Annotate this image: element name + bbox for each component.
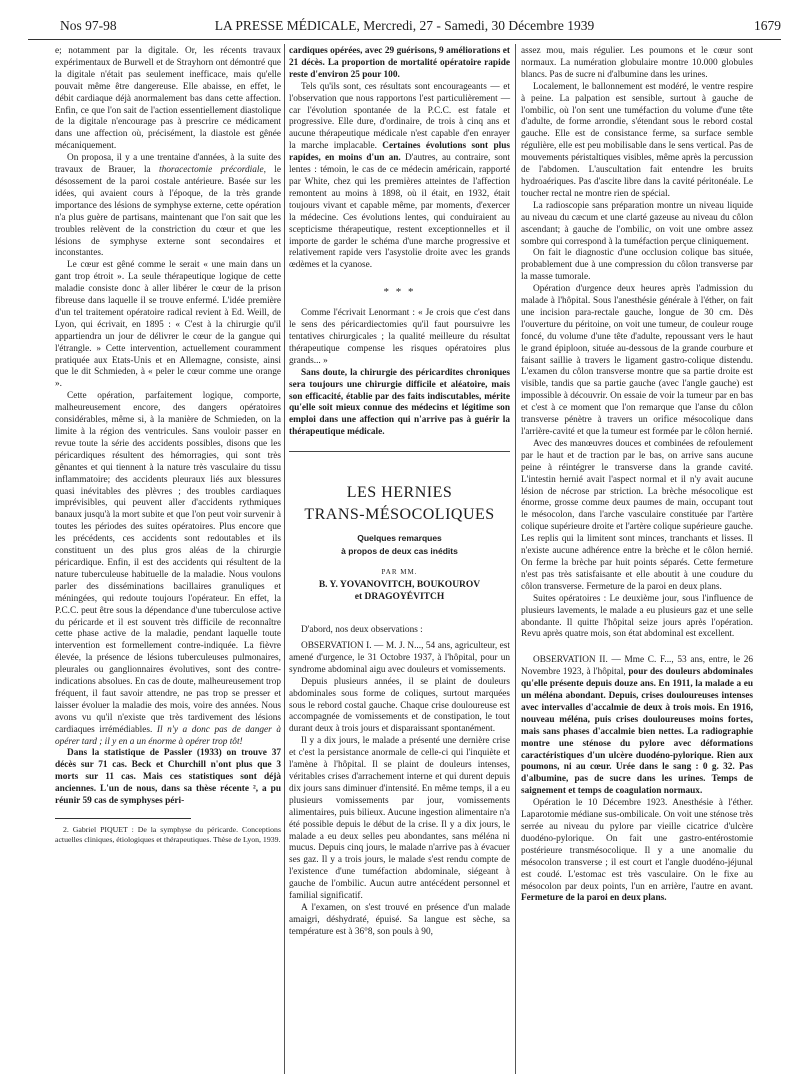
issue-number: Nos 97-98 (60, 18, 117, 33)
paragraph: Avec des manœuvres douces et combinées de refoulement par le haut et de traction par le bas, on arrive sans aucune peine à réintégrer le transverse dans la grande cavité. L'intestin hernié avait l'aspect normal et il n'y avait aucune lésion de nécrose par striction. La brèche mésocolique est énorme, grosse comme deux paumes de main, occupant tout le mésocolon, dans l'arche vasculaire constituée par l'artère colique supérieure droite et l'artère colique supérieure gauche. Les replis qui la limitent sont minces, tranchants et lisses. Il n'existe aucune adhérence entre la brèche et le côlon hernié. On ferme la brèche par huit points séparés. Cette fermeture n'est pas très satisfaisante et elle aboutit à une coudure du côlon transverse. Fermeture de la paroi en deux plans. (521, 438, 753, 592)
observation-label: OBSERVATION I. (301, 641, 372, 651)
column-1 (55, 46, 281, 844)
column-divider-2 (515, 44, 516, 1074)
byline-par: PAR MM. (381, 568, 418, 577)
article-title-line-2: TRANS-MÉSOCOLIQUES (304, 506, 495, 524)
paragraph: e; notamment par la digitale. Or, les récents travaux expérimentaux de Burwell et de Strayhorn ont démontré que la digitale n'était pas seulement inefficace, mais qu'elle pouvait même être dangereuse. Elle abaisse, en effet, le débit cardiaque déjà anormalement bas dans cette affection. Enfin, ce que l'on sait de l'action essentiellement diastolique de la digitale n'encourage pas à prescrire ce médicament dans une affection où, précisément, la diastole est gênée mécaniquement. (55, 46, 281, 152)
paragraph: Depuis plusieurs années, il se plaint de douleurs abdominales sous forme de coliques, surtout marquées sous le rebord costal gauche. Chaque crise douloureuse est accompagnée de vomissements et de constipation, le tout durant deux à trois jours et disparaissant spontanément. (289, 676, 510, 735)
paragraph (289, 641, 510, 677)
text: D'autres, au contraire, sont lentes : témoin, le cas de ce médecin américain, rapporté par White, chez qui les premières atteintes de l'affection remontent au moins à 1898, où il était, en 1932, était toujours vivant et capable même, par moments, d'exercer la médecine. Ces évolutions lentes, qui conduiraient au scepticisme thérapeutique, restent exceptionnelles et il importe de garder le schéma d'une marche progressive et relativement rapide vers l'asystolie droite avec les grands œdèmes et la cyanose. (289, 153, 510, 271)
text: Cette opération, parfaitement logique, comporte, malheureusement encore, des dangers opératoires considérables, même si, à la manière de Schmieden, on la limite à la région des ventricules. Sans vouloir passer en revue toute la série des accidents possibles, disons que les péricardiques résultent des hémorragies, qui sont très gênantes et qui tiennent à la nature très vasculaire du tissu inflammatoire; des accidents pleuraux liés aux blessures quasi inévitables des plèvres ; des troubles cardiaques imprévisibles, qui peuvent aller d'accidents rythmiques banaux jusqu'à la mort subite et que l'on peut voir survenir à toutes les périodes des suites opératoires. Plus encore que les précédents, ces accidents sont redoutables et ils constituent un des plus gros aléas de la chirurgie péricardique. Enfin, il est des accidents qui résultent de la nature tuberculeuse habituelle de la maladie. Nous voulons parler des disséminations bacillaires granuliques et méningées, qui redoute toujours l'opérateur. En effet, la P.C.C. peut être sous la dépendance d'une tuberculose active du péricarde et il est souvent très difficile de reconnaître cette phase active de la maladie, pendant laquelle toute intervention est formellement contre-indiquée. La fièvre élevée, la présence de lésions tuberculeuses pulmonaires, pleurales ou ganglionnaires évolutives, sont des contre-indications absolues. En cas de doute, malheureusement trop fréquent, il faut savoir attendre, ne pas trop se presser et laisser évoluer la maladie des mois, voire des années. Nous avons vu qu'il n'existe que très tardivement des lésions cardiaques irrémédiables. (55, 391, 281, 735)
text: Tels qu'ils sont, ces résultats sont encourageants — et l'observation que nous rapportons l'est particulièrement — car l'évolution spontanée de la P.C.C. est fatale et progressive. Elle dure, d'ordinaire, de trois à cinq ans et aucune thérapeutique médicale n'est capable d'en enrayer la marche implacable. (289, 81, 510, 152)
footnote-rule (55, 818, 191, 819)
paragraph: D'abord, nos deux observations : (301, 625, 423, 636)
footnote (55, 825, 281, 844)
column-divider-1 (284, 44, 285, 1074)
text: , le désossement de la paroi costale antérieure. Basée sur les idées, qui avaient cours à l'époque, de la très grande importance des lésions de symphyse externe, cette opération n'a plus guère de partisans, maintenant que l'on sait que les troubles relèvent de la constriction du cœur et que les lésions de symphyse externe sont secondaires et inconstantes. (55, 165, 281, 259)
bold-text: pour des douleurs abdominales qu'elle présente depuis douze ans. En 1911, la malade a eu un méléna abondant. Depuis, crises douloureuses intenses avec intervalles d'accalmie de deux à trois mois. En 1916, nouveau méléna, puis crises douloureuses moins fortes, mais sans phases d'accalmie bien nettes. La radiographie montre une sténose du pylore avec déformations caractéristiques d'un ulcère duodéno-pylorique. Rien aux poumons, ni au cœur. Urée dans le sang : 0 g. 32. Pas d'albumine, pas de sucre dans les urines. Temps de saignement et temps de coagulation normaux. (521, 667, 754, 797)
paragraph: Suites opératoires : Le deuxième jour, sous l'influence de plusieurs lavements, le malade a eu plusieurs gaz et une selle abondante. Il quitte l'hôpital seize jours après l'opération. Revu après quatre mois, son état abdominal est excellent. (521, 593, 753, 640)
paragraph: Il y a dix jours, le malade a présenté une dernière crise et c'est la persistance anormale de celle-ci qui l'inquiète et l'amène à l'hôpital. Il se plaint de douleurs intenses, véritables crises d'arrachement interne et qui durent depuis dix jours sans diminuer d'intensité. En même temps, il a eu plusieurs vomissements par jour, vomissements alimentaires, puis bilieux. Aucune ingestion alimentaire n'a été possible depuis le début de la crise. Il y a dix jours, le malade a eu deux selles peu abondantes, sans méléna ni mucus. Depuis cinq jours, le malade n'arrive pas à évacuer ses gaz. Il y a trois jours, le malade s'est rendu compte de l'existence d'une tuméfaction abdominale, siégeant à gauche de l'ombilic. Aucun autre antécédent personnel et familial significatif. (289, 736, 510, 902)
page-header (28, 18, 781, 40)
article-title-line-1: LES HERNIES (346, 484, 453, 502)
text: Opération le 10 Décembre 1923. Anesthésie à l'éther. Laparotomie médiane sus-ombilicale. On voit une sténose très serrée au niveau du pylore par vieille cicatrice d'ulcère duodéno-pylorique. On fait une gastro-entérostomie postérieure transmésocolique. Il y a une anomalie du mésocolon transverse ; il est court et l'angle duodéno-jéjunal est coudé. L'estomac est très vasculaire. On le fixe au mésocolon par deux points, l'un en arrière, l'autre en avant. (521, 798, 753, 892)
article-subtitle-1: Quelques remarques (357, 533, 442, 544)
article-rule (289, 451, 510, 452)
paragraph: La radioscopie sans préparation montre un niveau liquide au niveau du cæcum et une clarté gazeuse au niveau du côlon ascendant; à gauche de l'ombilic, on voit une ombre assez sombre qui correspond à la tuméfaction perçue cliniquement. (521, 200, 753, 247)
authors-line-1: B. Y. YOVANOVITCH, BOUKOUROV (318, 580, 481, 591)
paragraph: assez mou, mais régulier. Les poumons et le cœur sont normaux. La numération globulaire montre 10.000 globules blancs. Pas de sucre ni d'albumine dans les urines. (521, 46, 753, 80)
header-rule (28, 39, 781, 40)
paragraph (289, 82, 510, 273)
paragraph: Le cœur est gêné comme le serait « une main dans un gant trop étroit ». La seule thérapeutique logique de cette maladie consiste donc à aller libérer le cœur de la prison fibreuse dans laquelle il se trouve enfermé. L'idée première d'un tel traitement opératoire radical revient à Ed. Weill, de Lyon, qui écrivait, en 1895 : « C'est à la chirurgie qu'il appartiendra un jour de délivrer le cœur de la gangue qui l'étrangle. » Cette intervention, actuellement couramment pratiquée aux Etats-Unis et en Allemagne, consiste, ainsi que le dit Schmieden, à « peler le cœur comme une orange ». (55, 260, 281, 390)
authors-line-2: et DRAGOYÉVITCH (354, 592, 445, 603)
column-3 (521, 46, 753, 905)
journal-title-date: LA PRESSE MÉDICALE, Mercredi, 27 - Samedi, 30 Décembre 1939 (214, 18, 595, 33)
paragraph (521, 798, 753, 905)
page-number: 1679 (754, 18, 781, 33)
paragraph-bold: Dans la statistique de Passler (1933) on trouve 37 décès sur 71 cas. Beck et Churchill n'ont plus que 3 morts sur 11 cas. Mais ces statistiques sont déjà anciennes. L'un de nous, dans sa thèse récente ², a pu réunir 59 cas de symphyses péri- (55, 748, 281, 807)
text: On proposa, il y a une trentaine d'années, à la suite des travaux de Brauer, la (55, 153, 281, 176)
paragraph (55, 153, 281, 260)
paragraph: Comme l'écrivait Lenormant : « Je crois que c'est dans le sens des péricardiectomies qu'il faut poursuivre les tentatives chirurgicales ; la qualité meilleure du résultat thérapeutique compense les risques opératoires plus grands... » (289, 308, 510, 366)
paragraph-bold: Sans doute, la chirurgie des péricardites chroniques sera toujours une chirurgie difficile et aléatoire, mais son efficacité, établie par des faits indiscutables, mérite qu'elle soit mieux connue des médecins et légitime son emploi dans une affection qui n'arrive pas à guérir la thérapeutique médicale. (289, 367, 510, 438)
paragraph-bold: cardiques opérées, avec 29 guérisons, 9 améliorations et 21 décès. La proportion de mortalité opératoire rapide reste d'environ 25 pour 100. (289, 46, 510, 80)
observation-label: OBSERVATION II. (533, 655, 608, 666)
text: — Mme C. F..., 53 ans, entre, le 26 Novembre 1923, à l'hôpital, (521, 655, 754, 678)
paragraph: Localement, le ballonnement est modéré, le ventre respire à peine. La palpation est sensible, surtout à gauche de l'ombilic, où l'on sent une tuméfaction du volume d'une tête d'adulte, de forme arrondie, s'étendant sous le rebord costal gauche. Elle est de consistance ferme, sa surface semble régulière, elle est peu mobilisable dans le sens vertical. Pas de mouvements péristaltiques visibles, même après la percussion de l'abdomen. L'auscultation fait entendre les bruits hydroaériques. Pas d'ascite libre dans la cavité péritonéale. Le toucher rectal ne montre rien de spécial. (521, 81, 753, 199)
bold-text: Certaines évolutions sont plus rapides, en moins d'un an. (289, 141, 510, 164)
paragraph: On fait le diagnostic d'une occlusion colique bas située, probablement due à une compression du côlon transverse par la masse tumorale. (521, 248, 753, 283)
column-2 (289, 46, 510, 939)
paragraph (55, 391, 281, 748)
italic-term: thoracectomie précordiale (159, 165, 264, 176)
paragraph (521, 655, 753, 798)
italic-text: Il n'y a donc pas de danger à opérer tard ; il y en a un énorme à opérer trop tôt! (55, 724, 281, 747)
article-subtitle-2: à propos de deux cas inédits (341, 546, 458, 557)
paragraph: A l'examen, on s'est trouvé en présence d'un malade amaigri, déshydraté, épuisé. Sa langue est sèche, sa température est à 36°8, son pouls à 90, (289, 902, 510, 937)
section-separator-stars: * * * (383, 286, 416, 299)
text: — M. J. N..., 54 ans, agriculteur, est amené d'urgence, le 31 Octobre 1937, à l'hôpital, pour un syndrome abdominal aigu avec douleurs et vomissements. (289, 641, 510, 675)
footnote-text: 2. Gabriel PIQUET : De la symphyse du péricarde. Conceptions actuelles cliniques, étiologiques et thérapeutiques. Thèse de Lyon, 1939. (55, 825, 281, 844)
bold-text: Fermeture de la paroi en deux plans. (521, 893, 667, 904)
paragraph: Opération d'urgence deux heures après l'admission du malade à l'hôpital. Sous l'anesthésie générale à l'éther, on fait une incision para-rectale gauche, longue de 30 cm. Dès l'ouverture du péritoine, on voit une tumeur, de couleur rouge foncé, du volume d'une tête d'adulte, repoussant vers le haut le grand épiploon, située au-dessous de la grande courbure et faisant saillie à travers le ligament gastro-colique distendu. L'examen du côlon transverse montre que sa partie droite est visible, tandis que sa partie gauche (avec l'angle gauche) est impossible à découvrir. On essaie de voir la tumeur par en bas et c'est à ce moment que l'on remarque que l'anse du côlon transverse pénètre à travers un orifice mésocolique dans l'arrière-cavité et que la tumeur est formée par le côlon hernié. (521, 284, 753, 437)
